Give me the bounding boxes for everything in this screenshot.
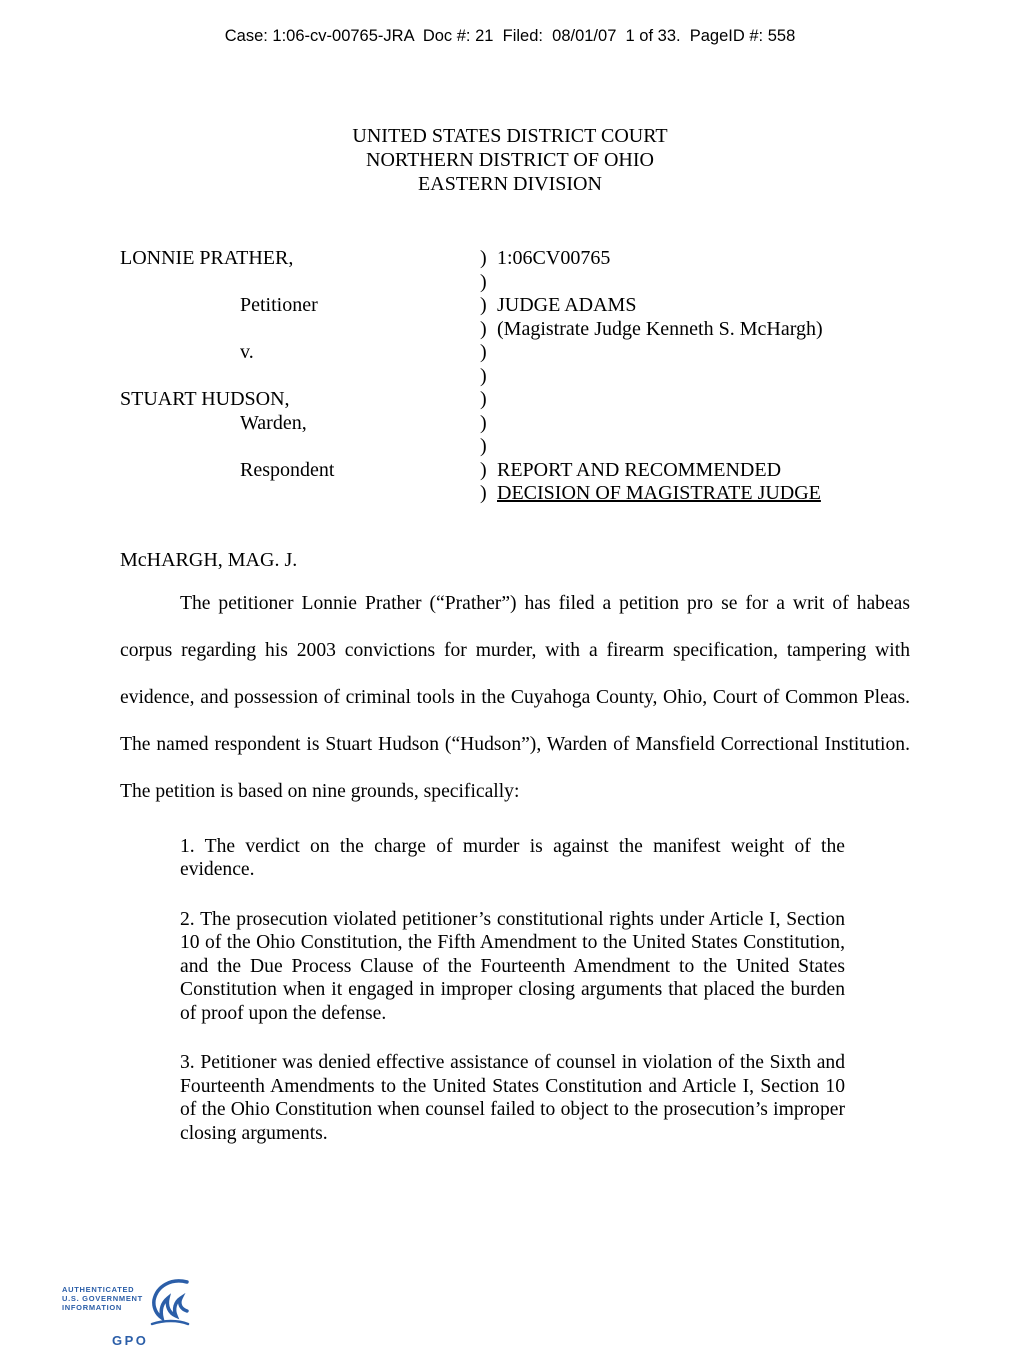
caption-left-cell [120,482,480,506]
magistrate-judge-name: (Magistrate Judge Kenneth S. McHargh) [497,317,823,340]
document-page [0,27,1020,1348]
gpo-text-line3: INFORMATION [62,1303,123,1312]
caption-row [120,412,1020,436]
report-title-line1: REPORT AND RECOMMENDED [497,458,782,481]
versus-label: v. [240,341,254,363]
case-caption [120,247,1020,506]
caption-row [120,482,1020,506]
caption-left-cell [120,318,480,342]
caption-paren: ) [480,247,487,269]
ground-item-3: 3. Petitioner was denied effective assistance of counsel in violation of the Sixth and Fourteenth Amendments to the United States Constitution and Article I, Section 10 of the Ohio Constitution when counsel failed to object to the prosecution’s improper closing arguments. [180,1052,845,1144]
caption-row [120,318,1020,342]
caption-row [120,271,1020,295]
case-header-line: Case: 1:06-cv-00765-JRA Doc #: 21 Filed: 08/01/07 1 of 33. PageID #: 558 [224,27,796,45]
caption-left-cell [120,435,480,459]
case-number: 1:06CV00765 [497,247,611,269]
caption-row [120,388,1020,412]
petitioner-name: LONNIE PRATHER, [120,247,294,269]
gpo-authentication-logo [62,1279,191,1348]
court-heading [0,124,1020,196]
gpo-acronym: GPO [112,1333,149,1348]
caption-left-cell [120,271,480,295]
caption-row [120,435,1020,459]
warden-label: Warden, [240,411,307,434]
caption-paren: ) [480,294,487,316]
caption-paren: ) [480,317,487,340]
caption-paren: ) [480,435,487,457]
caption-paren: ) [480,411,487,434]
caption-paren: ) [480,341,487,363]
caption-row [120,247,1020,271]
report-title-line2: DECISION OF MAGISTRATE JUDGE [497,482,821,504]
ground-item-1: 1. The verdict on the charge of murder is against the manifest weight of the evidence. [180,835,845,880]
caption-left-cell [120,365,480,389]
caption-paren: ) [480,364,487,387]
caption-row [120,365,1020,389]
gpo-text-line1: AUTHENTICATED [62,1285,135,1294]
caption-row [120,294,1020,318]
petitioner-label: Petitioner [240,294,318,316]
caption-paren: ) [480,270,487,293]
ground-item-2: 2. The prosecution violated petitioner’s constitutional rights under Article I, Section 10 of the Ohio Constitution, the Fifth Amendment to the United States Constitution, and the Due Process Clause of the Fourteenth Amendment to the United States Constitution when it engaged in improper closing arguments that placed the burden of proof upon the defense. [180,908,845,1024]
caption-paren: ) [480,388,487,410]
gpo-authenticated-text [62,1279,143,1312]
respondent-name: STUART HUDSON, [120,388,290,410]
gpo-text-line2: U.S. GOVERNMENT [62,1294,143,1303]
opening-paragraph: The petitioner Lonnie Prather (“Prather”) has filed a petition pro se for a writ of habeas corpus regarding his 2003 convictions for murder, with a firearm specification, tampering with evidence, and possession of criminal tools in the Cuyahoga County, Ohio, Court of Common Pleas. The named respondent is Stuart Hudson (“Hudson”), Warden of Mansfield Correctional Institution. The petition is based on nine grounds, specifically: [120,592,910,802]
district-name: NORTHERN DISTRICT OF OHIO [366,149,654,171]
caption-row [120,459,1020,483]
caption-paren: ) [480,482,487,504]
magistrate-signature-line: McHARGH, MAG. J. [120,548,298,571]
gpo-eagle-icon [145,1277,191,1332]
court-name: UNITED STATES DISTRICT COURT [352,125,668,147]
caption-paren: ) [480,458,487,481]
judge-name: JUDGE ADAMS [497,294,637,316]
division-name: EASTERN DIVISION [418,173,602,195]
respondent-label: Respondent [240,458,335,481]
caption-row [120,341,1020,365]
